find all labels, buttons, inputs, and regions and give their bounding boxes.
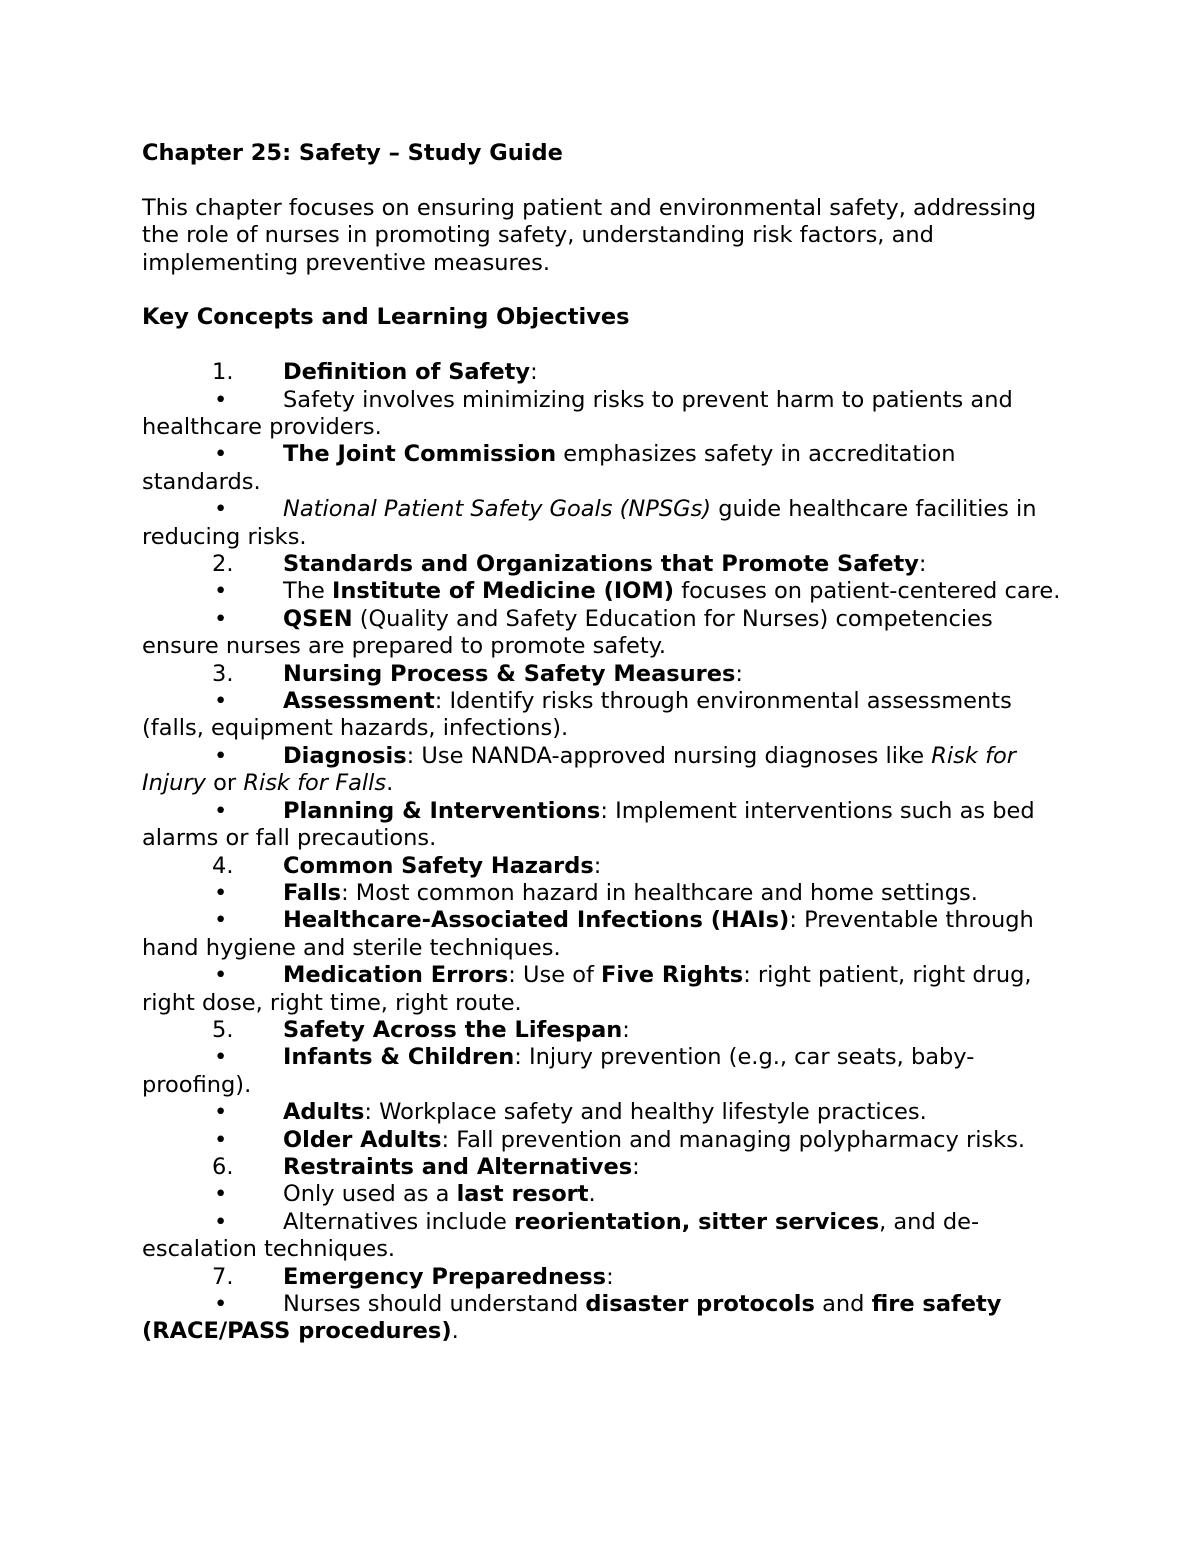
bullet-text: : right patient, right drug, right dose, right time, right route. bbox=[142, 962, 1032, 1016]
bullet-item bbox=[142, 1099, 1072, 1126]
objective-number: 7. bbox=[212, 1263, 234, 1290]
objective-section bbox=[142, 853, 1072, 1017]
bullet-bold-term: Infants & Children bbox=[283, 1044, 515, 1071]
bullet-text: emphasizes safety in accreditation standards. bbox=[142, 441, 956, 495]
bullet-bold-term: Five Rights bbox=[601, 962, 744, 989]
bullet-glyph: • bbox=[214, 605, 228, 632]
intro-paragraph: This chapter focuses on ensuring patient and environmental safety, addressing the role of nurses in promoting safety, understanding risk factors, and implementing preventive measures. bbox=[142, 194, 1037, 276]
bullet-bold-term: Medication Errors bbox=[283, 962, 509, 989]
objective-section bbox=[142, 551, 1072, 661]
bullet-item bbox=[142, 496, 1072, 551]
objective-title-line bbox=[142, 359, 1072, 386]
bullet-item bbox=[142, 387, 1072, 442]
bullet-bold-term: Diagnosis bbox=[283, 742, 407, 769]
bullet-text: or bbox=[205, 770, 244, 797]
bullet-italic-term: National Patient Safety Goals (NPSGs) bbox=[283, 496, 712, 523]
bullet-glyph: • bbox=[214, 441, 228, 468]
section-heading: Key Concepts and Learning Objectives bbox=[142, 304, 630, 331]
document-page bbox=[142, 140, 1072, 1346]
objective-title-line bbox=[142, 1017, 1072, 1044]
bullet-item bbox=[142, 688, 1072, 743]
objective-title-line bbox=[142, 1154, 1072, 1181]
bullet-text: : Identify risks through environmental assessments (falls, equipment hazards, infections). bbox=[142, 688, 1012, 742]
bullet-item bbox=[142, 441, 1072, 496]
bullet-bold-term: Older Adults bbox=[283, 1126, 442, 1153]
bullet-glyph: • bbox=[214, 907, 228, 934]
title-colon: : bbox=[530, 359, 538, 386]
bullet-item bbox=[142, 1209, 1072, 1264]
objective-section bbox=[142, 1017, 1072, 1154]
objective-number: 5. bbox=[212, 1016, 234, 1043]
bullet-text: : Implement interventions such as bed alarms or fall precautions. bbox=[142, 797, 1035, 852]
title-colon: : bbox=[622, 1016, 630, 1043]
bullet-text: . bbox=[588, 1181, 596, 1208]
page-title: Chapter 25: Safety – Study Guide bbox=[142, 140, 563, 166]
objective-title-line bbox=[142, 853, 1072, 880]
bullet-glyph: • bbox=[214, 688, 228, 715]
bullet-text: (Quality and Safety Education for Nurses) competencies ensure nurses are prepared to promote safety. bbox=[142, 605, 993, 660]
objective-title-line bbox=[142, 551, 1072, 578]
title-colon: : bbox=[606, 1263, 614, 1290]
objective-section bbox=[142, 1154, 1072, 1264]
bullet-text: focuses on patient-centered care. bbox=[674, 578, 1061, 605]
objective-number: 2. bbox=[212, 551, 234, 578]
bullet-item bbox=[142, 1127, 1072, 1154]
bullet-text: Only used as a bbox=[283, 1181, 457, 1208]
objective-title-line bbox=[142, 1264, 1072, 1291]
bullet-glyph: • bbox=[214, 578, 228, 605]
bullet-text: : Use NANDA-approved nursing diagnoses like bbox=[406, 742, 932, 769]
bullet-glyph: • bbox=[214, 879, 228, 906]
bullet-item bbox=[142, 798, 1072, 853]
objective-number: 3. bbox=[212, 660, 234, 687]
bullet-bold-term: disaster protocols bbox=[585, 1291, 815, 1318]
objective-title: Standards and Organizations that Promote Safety bbox=[283, 551, 919, 578]
title-colon: : bbox=[918, 551, 927, 578]
bullet-text: Safety involves minimizing risks to prevent harm to patients and healthcare providers. bbox=[142, 386, 1013, 441]
bullet-item bbox=[142, 880, 1072, 907]
objective-number: 6. bbox=[212, 1153, 234, 1180]
bullet-item bbox=[142, 1181, 1072, 1208]
bullet-glyph: • bbox=[214, 797, 228, 824]
bullet-text: : Injury prevention (e.g., car seats, baby-proofing). bbox=[142, 1044, 975, 1098]
bullet-bold-term: reorientation, sitter services bbox=[514, 1208, 880, 1235]
objective-title: Nursing Process & Safety Measures bbox=[283, 660, 736, 687]
bullet-bold-term: Adults bbox=[283, 1099, 365, 1126]
objective-title: Restraints and Alternatives bbox=[283, 1153, 633, 1180]
bullet-glyph: • bbox=[214, 496, 228, 523]
bullet-item bbox=[142, 606, 1072, 661]
bullet-bold-term: Falls bbox=[283, 879, 342, 906]
bullet-text: : Fall prevention and managing polypharmacy risks. bbox=[441, 1126, 1026, 1153]
bullet-text: : Workplace safety and healthy lifestyle practices. bbox=[364, 1099, 927, 1126]
objective-title: Emergency Preparedness bbox=[283, 1263, 607, 1290]
objective-title: Safety Across the Lifespan bbox=[283, 1016, 623, 1043]
bullet-glyph: • bbox=[214, 386, 228, 413]
bullet-text: guide healthcare facilities in reducing risks. bbox=[142, 496, 1037, 550]
bullet-glyph: • bbox=[214, 1291, 228, 1318]
bullet-glyph: • bbox=[214, 962, 228, 989]
bullet-text: and bbox=[814, 1291, 872, 1318]
bullet-item bbox=[142, 1044, 1072, 1099]
objective-section bbox=[142, 661, 1072, 853]
bullet-text: : Use of bbox=[508, 962, 602, 989]
objective-title-line bbox=[142, 661, 1072, 688]
bullet-text: : Most common hazard in healthcare and home settings. bbox=[341, 879, 978, 906]
bullet-bold-term: Institute of Medicine (IOM) bbox=[332, 578, 675, 605]
bullet-item bbox=[142, 962, 1072, 1017]
bullet-text: . bbox=[451, 1318, 459, 1345]
bullet-item bbox=[142, 743, 1072, 798]
bullet-bold-term: QSEN bbox=[283, 605, 353, 632]
bullet-glyph: • bbox=[214, 1099, 228, 1126]
bullet-glyph: • bbox=[214, 1208, 228, 1235]
bullet-glyph: • bbox=[214, 1126, 228, 1153]
bullet-text: . bbox=[386, 770, 394, 797]
objective-title: Definition of Safety bbox=[283, 359, 531, 386]
bullet-bold-term: last resort bbox=[456, 1181, 589, 1208]
bullet-text: : Preventable through hand hygiene and sterile techniques. bbox=[142, 907, 1034, 961]
bullet-bold-term: Planning & Interventions bbox=[283, 797, 601, 824]
bullet-italic-term: Risk for Injury bbox=[142, 742, 1017, 797]
bullet-text: The bbox=[283, 578, 332, 605]
objective-number: 4. bbox=[212, 852, 234, 879]
title-colon: : bbox=[632, 1153, 640, 1180]
bullet-bold-term: Assessment bbox=[283, 688, 435, 715]
title-colon: : bbox=[735, 660, 743, 687]
bullet-glyph: • bbox=[214, 742, 228, 769]
title-colon: : bbox=[593, 852, 602, 879]
objective-number: 1. bbox=[212, 359, 234, 386]
bullet-text: Nurses should understand bbox=[283, 1291, 586, 1318]
bullet-glyph: • bbox=[214, 1044, 228, 1071]
bullet-bold-term: Healthcare-Associated Infections (HAIs) bbox=[283, 907, 790, 934]
bullet-bold-term: fire safety (RACE/PASS procedures) bbox=[142, 1291, 1002, 1345]
bullet-italic-term: Risk for Falls bbox=[243, 770, 387, 797]
bullet-item bbox=[142, 907, 1072, 962]
bullet-glyph: • bbox=[214, 1181, 228, 1208]
bullet-text: Alternatives include bbox=[283, 1208, 514, 1235]
bullet-item bbox=[142, 1291, 1072, 1346]
objective-section bbox=[142, 359, 1072, 551]
objective-title: Common Safety Hazards bbox=[283, 852, 594, 879]
bullet-text: , and de-escalation techniques. bbox=[142, 1208, 980, 1263]
bullet-bold-term: The Joint Commission bbox=[283, 441, 557, 468]
bullet-item bbox=[142, 578, 1072, 605]
objective-section bbox=[142, 1264, 1072, 1346]
